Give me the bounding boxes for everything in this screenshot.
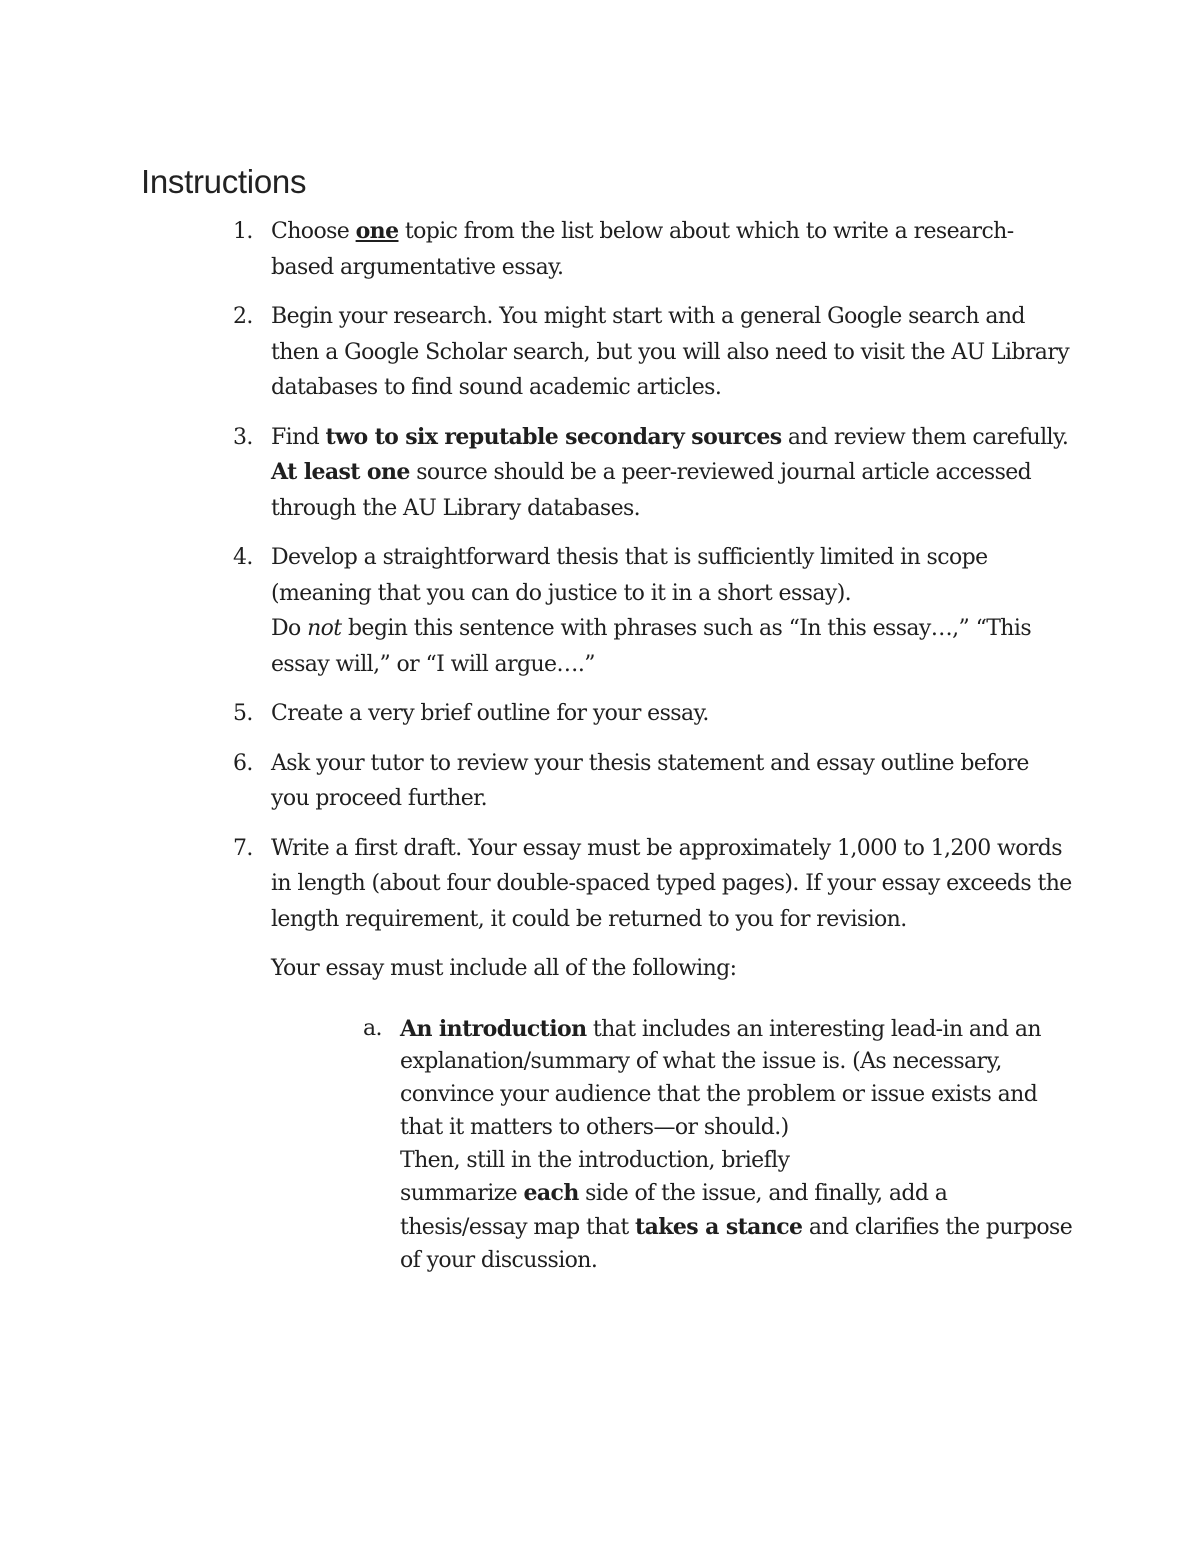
list-item-text: Find two to six reputable secondary sources and review them carefully. At least one source should be a peer-reviewed journal article accessed through the AU Library databases.: [271, 423, 1069, 521]
list-number: 7.: [233, 835, 253, 861]
list-item-text: Ask your tutor to review your thesis statement and essay outline before you proceed further.: [271, 750, 1029, 811]
list-item-text: Develop a straightforward thesis that is sufficiently limited in scope (meaning that you can do justice to it in a short essay). Do not begin this sentence with phrases such as “In this essay…,” “This essay will,” or “I will argue….”: [271, 545, 1032, 677]
emphasis-one: one: [355, 218, 399, 244]
list-number: 1.: [233, 219, 253, 244]
emphasis-each: each: [523, 1180, 579, 1207]
page-title: Instructions: [141, 163, 307, 200]
list-item-text: Write a first draft. Your essay must be approximately 1,000 to 1,200 words in length (about four double-spaced typed pages). If your essay exceeds the length requirement, it could be returned to you for revision.: [271, 835, 1072, 932]
emphasis-takes-a-stance: takes a stance: [635, 1214, 803, 1241]
sub-list-item: [363, 1013, 1073, 1278]
list-number: 4.: [233, 545, 253, 570]
sub-list-item-text: An introduction that includes an interesting lead-in and an explanation/summary of what the issue is. (As necessary, convince your audience that the problem or issue exists and that it matters to others—or should.) Then, still in the introduction, briefly summarize each side of the issue, and finally, add a thesis/essay map that takes a stance and clarifies the purpose of your discussion.: [400, 1015, 1073, 1274]
list-item: [233, 420, 1073, 527]
list-item: [233, 299, 1073, 406]
list-number: 2.: [233, 304, 253, 329]
list-item: [233, 831, 1073, 1278]
list-item-text: Choose one topic from the list below about which to write a research-based argumentative essay.: [271, 218, 1014, 280]
instructions-list: [233, 214, 1073, 1292]
list-item: [233, 746, 1073, 817]
emphasis-not: not: [307, 616, 342, 641]
requirements-sublist: [271, 1013, 1073, 1278]
list-item-text: Create a very brief outline for your essay.: [271, 701, 709, 726]
emphasis-sources: two to six reputable secondary sources: [325, 423, 782, 450]
emphasis-introduction: An introduction: [400, 1015, 587, 1042]
list-number: 6.: [233, 750, 253, 776]
list-item: [233, 540, 1073, 682]
list-number: 3.: [233, 424, 253, 450]
sub-list-letter: a.: [363, 1015, 382, 1041]
list-number: 5.: [233, 701, 253, 726]
list-item: [233, 214, 1073, 285]
essay-requirements-intro: Your essay must include all of the following:: [271, 956, 737, 981]
list-item: [233, 696, 1073, 732]
list-item-text: Begin your research. You might start with a general Google search and then a Google Scholar search, but you will also need to visit the AU Library databases to find sound academic articles.: [271, 304, 1070, 400]
emphasis-at-least-one: At least one: [271, 459, 410, 485]
